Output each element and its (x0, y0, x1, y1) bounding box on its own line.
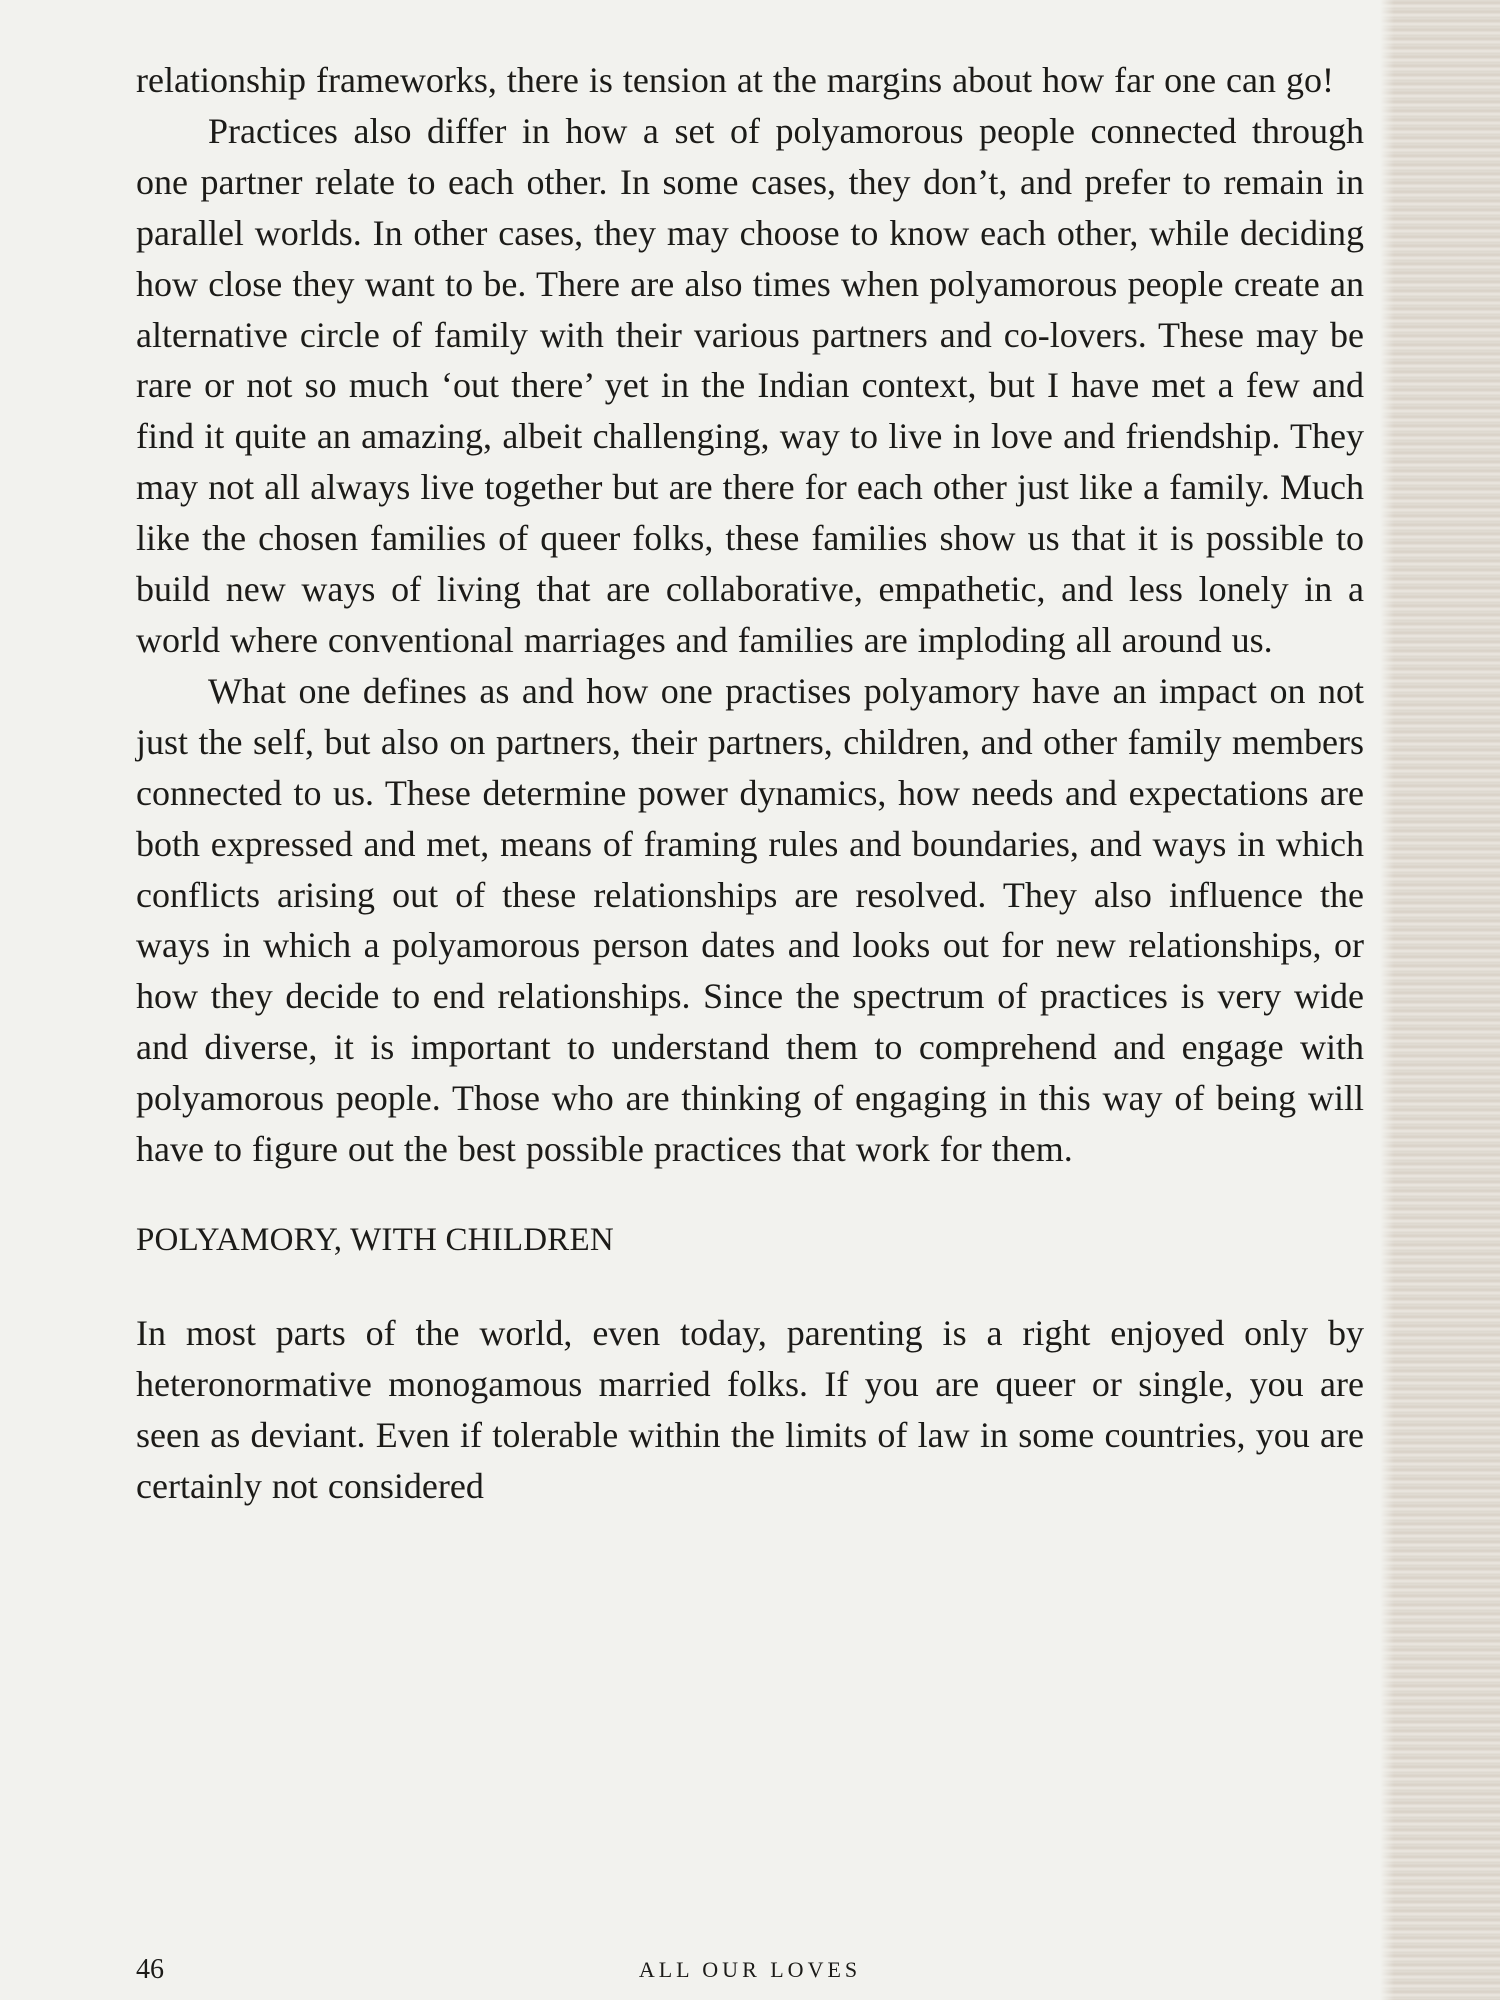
page-number: 46 (136, 1954, 164, 1985)
paragraph-definitions: What one defines as and how one practises polyamory have an impact on not just the self, but also on partners, their partners, children, and other family members connected to us. These determine power dynamics, how needs and expectations are both expressed and met, means of framing rules and boundaries, and ways in which conflicts arising out of these relationships are resolved. They also influence the ways in which a polyamorous person dates and looks out for new relationships, or how they decide to end relationships. Since the spectrum of practices is very wide and diverse, it is important to understand them to comprehend and engage with polyamorous people. Those who are thinking of engaging in this way of being will have to figure out the best possible practices that work for them. (136, 670, 1364, 1170)
body-text (136, 55, 1364, 1512)
page-edge (1380, 0, 1500, 2000)
section-heading: POLYAMORY, WITH CHILDREN (136, 1221, 614, 1258)
paragraph-parenting: In most parts of the world, even today, parenting is a right enjoyed only by heteronormative monogamous married folks. If you are queer or single, you are seen as deviant. Even if tolerable within the limits of law in some countries, you are certainly not considered (136, 1312, 1364, 1506)
paragraph-practices: Practices also differ in how a set of polyamorous people connected through one partner relate to each other. In some cases, they don’t, and prefer to remain in parallel worlds. In other cases, they may choose to know each other, while deciding how close they want to be. There are also times when polyamorous people create an alternative circle of family with their various partners and co-lovers. These may be rare or not so much ‘out there’ yet in the Indian context, but I have met a few and find it quite an amazing, albeit challenging, way to live in love and friendship. They may not all always live together but are there for each other just like a family. Much like the chosen families of queer folks, these families show us that it is possible to build new ways of living that are collaborative, empathetic, and less lonely in a world where conventional marriages and families are imploding all around us. (136, 110, 1364, 660)
paragraph-continuation: relationship frameworks, there is tension at the margins about how far one can go! (136, 60, 1334, 100)
running-title: ALL OUR LOVES (638, 1957, 862, 1982)
page-footer (136, 1950, 1364, 1990)
